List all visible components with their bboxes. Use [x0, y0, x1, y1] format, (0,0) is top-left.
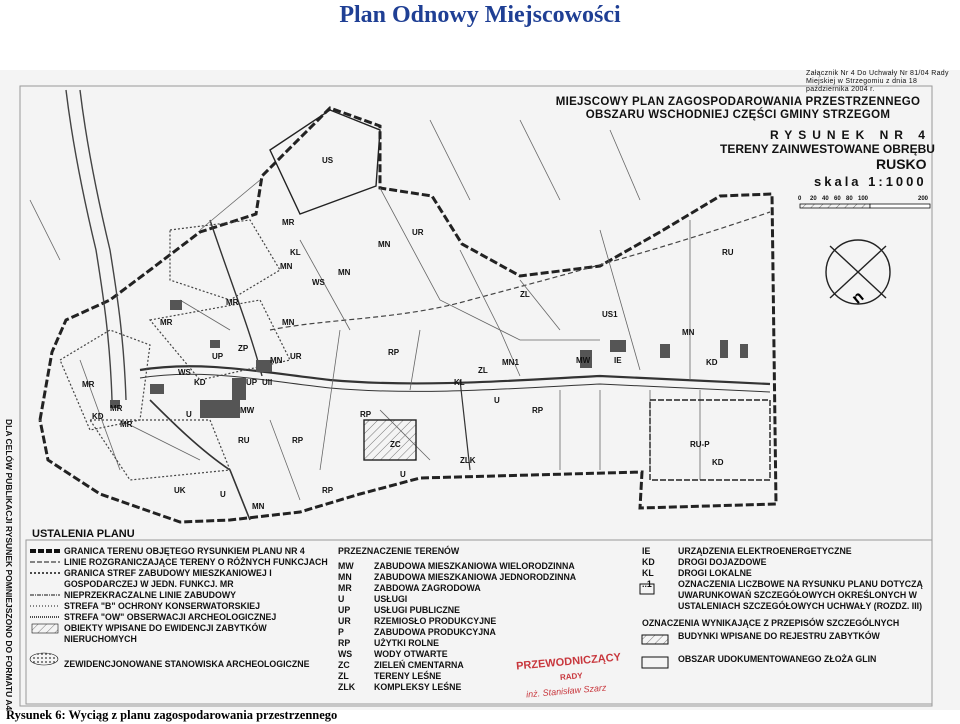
- map-zone-label: MN: [338, 268, 351, 277]
- map-zone-label: UR: [412, 228, 424, 237]
- legend-left-item: GRANICA STREF ZABUDOWY MIESZKANIOWEJ I: [64, 568, 272, 578]
- map-zone-label: ZLK: [460, 456, 476, 465]
- przeznaczenie-item: [338, 583, 576, 594]
- legend-symbols-left: [30, 551, 60, 665]
- przeznaczenie-code: UP: [338, 605, 351, 615]
- map-zone-label: IE: [614, 356, 622, 365]
- map-zone-label: ZP: [238, 344, 249, 353]
- legend-right-code: IE: [642, 546, 651, 556]
- legend-right-item: [642, 546, 923, 557]
- legend-right-cont: USTALENIACH SZCZEGÓŁOWYCH UCHWAŁY (ROZDZ. III): [678, 601, 923, 611]
- attachment-note: Załącznik Nr 4 Do Uchwały Nr 81/04 Rady Miejskiej w Strzegomiu z dnia 18 października 2004 r.: [806, 70, 949, 93]
- map-zone-label: RU: [722, 248, 734, 257]
- side-note: DLA CELÓW PUBLIKACJI RYSUNEK POMNIEJSZONO DO FORMATU A4: [4, 419, 14, 711]
- legend-right-label: DROGI LOKALNE: [678, 568, 752, 578]
- map-zone-label: UP: [212, 352, 224, 361]
- scale-tick-label: 0: [798, 196, 802, 202]
- map-zone-label: U: [494, 396, 500, 405]
- przeznaczenie-item: [338, 572, 576, 583]
- map-zone-label: MR: [282, 218, 295, 227]
- legend-right-cont: UWARUNKOWAŃ SZCZEGÓŁOWYCH OKREŚLONYCH W: [678, 590, 917, 600]
- map-zone-label: KL: [290, 248, 301, 257]
- przeznaczenie-item: [338, 605, 576, 616]
- scale-tick-label: 20: [810, 196, 817, 202]
- map-zone-label: RP: [532, 406, 544, 415]
- map-zone-label: UK: [174, 486, 186, 495]
- map-zone-label: U: [220, 490, 226, 499]
- przeznaczenie-label: RZEMIOSŁO PRODUKCYJNE: [374, 616, 497, 626]
- ustalenia-heading: USTALENIA PLANU: [32, 528, 135, 540]
- chairman-stamp: [512, 652, 640, 704]
- map-zone-label: MN: [252, 502, 265, 511]
- place-name: RUSKO: [876, 156, 927, 172]
- map-zone-label: UII: [262, 378, 273, 387]
- map-zone-label: UR: [290, 352, 302, 361]
- scale-tick-label: 60: [834, 196, 841, 202]
- map-zone-label: UP: [246, 378, 258, 387]
- map-zone-label: US1: [602, 310, 618, 319]
- przeznaczenie-label: ZABUDOWA MIESZKANIOWA JEDNORODZINNA: [374, 572, 577, 582]
- ru-p-zone: [650, 400, 770, 480]
- railway-2: [80, 90, 126, 400]
- legend-right-label: URZĄDZENIA ELEKTROENERGETYCZNE: [678, 546, 852, 556]
- map-zone-label: ZL: [478, 366, 488, 375]
- legend-left-item: NIERUCHOMYCH: [64, 634, 137, 644]
- przeznaczenie-label: ZABUDOWA MIESZKANIOWA WIELORODZINNA: [374, 561, 575, 571]
- document-title: Plan Odnowy Miejscowości: [339, 2, 621, 28]
- map-zone-label: MW: [240, 406, 255, 415]
- map-zone-label: KL: [454, 378, 465, 387]
- legend-right-item: [642, 557, 923, 568]
- scale-bar: [800, 204, 930, 208]
- legend-left-item: GOSPODARCZEJ W JEDN. FUNKCJ. MR: [64, 579, 234, 589]
- legend-right-code: KL: [642, 568, 654, 578]
- map-zone-label: MR: [160, 318, 173, 327]
- przeznaczenie-code: RP: [338, 638, 351, 648]
- przeznaczenie-code: MW: [338, 561, 354, 571]
- map-zone-label: MN: [270, 356, 283, 365]
- przeznaczenie-item: [338, 594, 576, 605]
- map-zone-label: MR: [120, 420, 133, 429]
- map-zone-label: RP: [388, 348, 400, 357]
- stamp-line2: RADY: [559, 671, 584, 682]
- rysunek-label: RYSUNEK NR 4: [770, 128, 931, 142]
- scale-label: skala 1:1000: [814, 174, 927, 189]
- oznaczenia-item: BUDYNKI WPISANE DO REJESTRU ZABYTKÓW: [678, 631, 880, 641]
- oznaczenia-item: OBSZAR UDOKUMENTOWANEGO ZŁOŻA GLIN: [678, 654, 877, 664]
- przeznaczenie-label: KOMPLEKSY LEŚNE: [374, 682, 462, 692]
- scale-tick-label: 200: [918, 196, 929, 202]
- map-zone-label: U: [186, 410, 192, 419]
- map-zone-label: RU-P: [690, 440, 710, 449]
- przeznaczenie-item: [338, 561, 576, 572]
- legend-left-item: STREFA "B" OCHRONY KONSERWATORSKIEJ: [64, 601, 261, 611]
- przeznaczenie-label: ZABDOWA ZAGRODOWA: [374, 583, 481, 593]
- map-zone-label: MW: [576, 356, 591, 365]
- map-zone-label: RP: [360, 410, 372, 419]
- scale-tick-label: 40: [822, 196, 829, 202]
- przeznaczenie-item: [338, 616, 576, 627]
- map-zone-label: MN: [280, 262, 293, 271]
- map-zone-label: MN: [282, 318, 295, 327]
- map-zone-label: KD: [194, 378, 206, 387]
- map-zone-label: KD: [712, 458, 724, 467]
- map-zone-label: US: [322, 156, 334, 165]
- map-zone-label: WS: [178, 368, 191, 377]
- legend-left-item: NIEPRZEKRACZALNE LINIE ZABUDOWY: [64, 590, 237, 600]
- plan-title-line1: MIEJSCOWY PLAN ZAGOSPODAROWANIA PRZESTRZENNEGO: [555, 96, 921, 108]
- przeznaczenie-code: WS: [338, 649, 353, 659]
- map-zone-label: MN1: [502, 358, 519, 367]
- map-zone-label: RU: [238, 436, 250, 445]
- przeznaczenie-code: ZL: [338, 671, 349, 681]
- przeznaczenie-code: UR: [338, 616, 351, 626]
- przeznaczenie-label: USŁUGI PUBLICZNE: [374, 605, 461, 615]
- map-zone-label: RP: [292, 436, 304, 445]
- map-zone-label: KD: [706, 358, 718, 367]
- przeznaczenie-code: P: [338, 627, 344, 637]
- map-zone-label: RP: [322, 486, 334, 495]
- przeznaczenie-label: UŻYTKI ROLNE: [374, 638, 439, 648]
- scale-tick-label: 80: [846, 196, 853, 202]
- legend-right-code: KD: [642, 557, 655, 567]
- przeznaczenie-code: MR: [338, 583, 352, 593]
- stamp-line1: PRZEWODNICZĄCY: [515, 651, 622, 673]
- map-zone-label: MR: [226, 298, 239, 307]
- legend-right-label: OZNACZENIA LICZBOWE NA RYSUNKU PLANU DOTYCZĄ: [678, 579, 923, 589]
- map-zone-label: ZC: [390, 440, 401, 449]
- legend-right-item: [642, 579, 923, 590]
- przeznaczenie-item: [338, 627, 576, 638]
- legend-left-item: OBIEKTY WPISANE DO EWIDENCJI ZABYTKÓW: [64, 623, 267, 633]
- przeznaczenie-label: ZABUDOWA PRODUKCYJNA: [374, 627, 496, 637]
- legend-right: [642, 546, 923, 665]
- przeznaczenie-label: ZIELEŃ CMENTARNA: [374, 660, 464, 670]
- railway: [66, 90, 112, 400]
- plan-title-line2: OBSZARU WSCHODNIEJ CZĘŚCI GMINY STRZEGOM: [585, 109, 891, 121]
- przeznaczenie-code: ZLK: [338, 682, 356, 692]
- legend-left-item: ZEWIDENCJONOWANE STANOWISKA ARCHEOLOGICZNE: [64, 659, 310, 669]
- legend-right-code: ..1: [642, 579, 652, 589]
- legend-left-item: GRANICA TERENU OBJĘTEGO RYSUNKIEM PLANU NR 4: [64, 546, 305, 556]
- map-zone-label: MR: [82, 380, 95, 389]
- legend-right-label: DROGI DOJAZDOWE: [678, 557, 767, 567]
- legend-left-item: STREFA "OW" OBSERWACJI ARCHEOLOGICZNEJ: [64, 612, 277, 622]
- map-zone-label: WS: [312, 278, 325, 287]
- scale-tick-label: 100: [858, 196, 869, 202]
- stamp-signature: inż. Stanisław Szarz: [525, 682, 607, 700]
- figure-caption: Rysunek 6: Wyciąg z planu zagospodarowania przestrzennego: [6, 708, 338, 722]
- legend-right-list: [642, 546, 923, 590]
- przeznaczenie-label: USŁUGI: [374, 594, 408, 604]
- przeznaczenie-label: WODY OTWARTE: [374, 649, 448, 659]
- przeznaczenie-label: TERENY LEŚNE: [374, 671, 442, 681]
- legend-left: [64, 546, 328, 670]
- map-zone-label: ZL: [520, 290, 530, 299]
- przeznaczenie-item: [338, 638, 576, 649]
- map-zone-label: MR: [110, 404, 123, 413]
- przeznaczenie-title: PRZEZNACZENIE TERENÓW: [338, 546, 460, 556]
- przeznaczenie-code: ZC: [338, 660, 350, 670]
- map-zone-label: U: [400, 470, 406, 479]
- map-zone-label: MN: [378, 240, 391, 249]
- oznaczenia-title: OZNACZENIA WYNIKAJĄCE Z PRZEPISÓW SZCZEGÓLNYCH: [642, 618, 900, 628]
- north-letter: n: [848, 288, 868, 308]
- legend-right-item: [642, 568, 923, 579]
- map-zone-label: MN: [682, 328, 695, 337]
- legend-left-item: LINIE ROZGRANICZAJĄCE TERENY O RÓŻNYCH FUNKCJACH: [64, 557, 328, 567]
- map-zone-label: KD: [92, 412, 104, 421]
- przeznaczenie-code: U: [338, 594, 345, 604]
- przeznaczenie-code: MN: [338, 572, 352, 582]
- tereny-label: TERENY ZAINWESTOWANE OBRĘBU: [720, 142, 935, 156]
- plan-header: [548, 70, 949, 122]
